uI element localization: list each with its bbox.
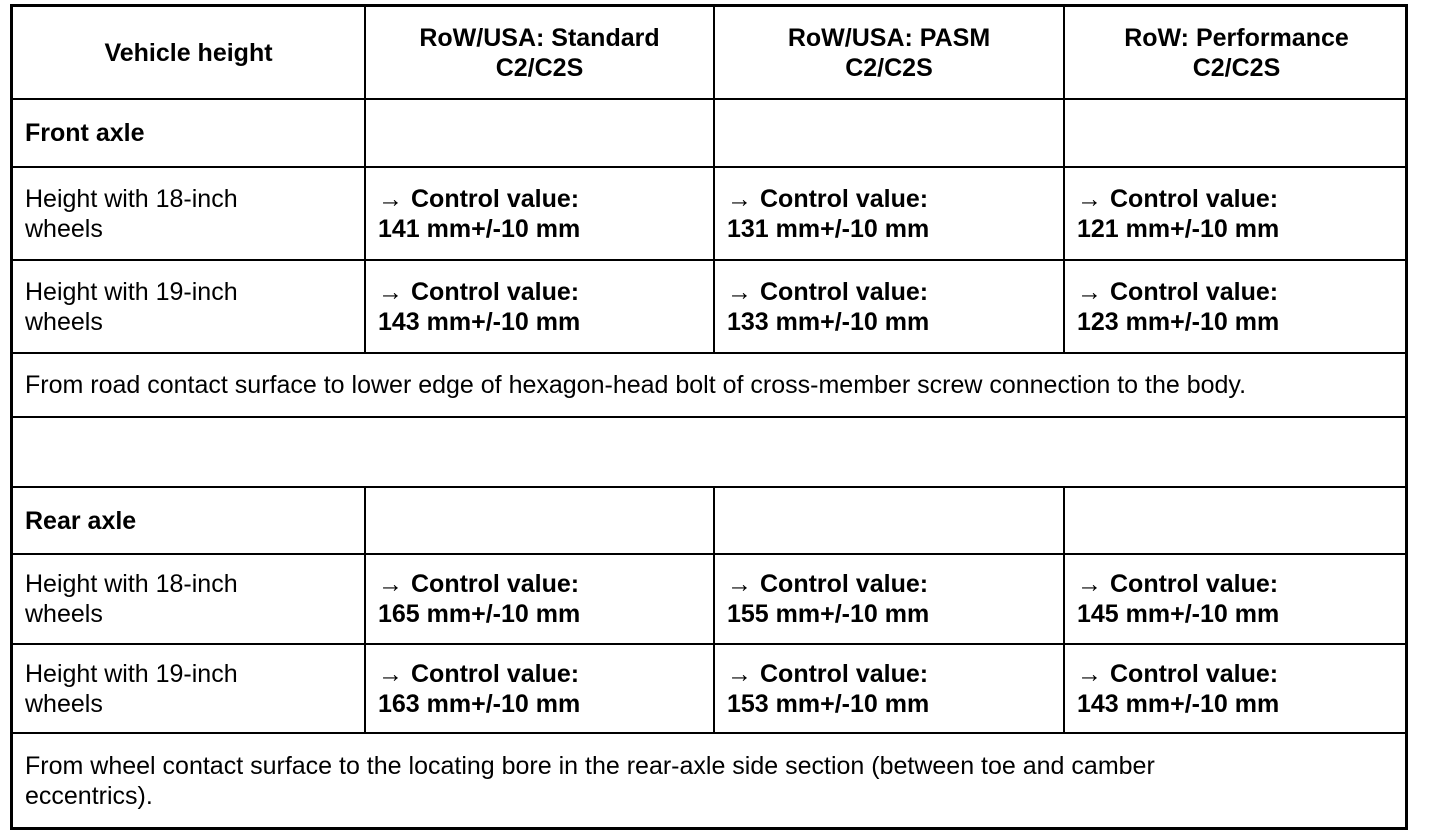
- front-18-performance-value: [1063, 168, 1408, 259]
- vehicle-height-table: [10, 4, 1408, 830]
- front-axle-title: [13, 100, 364, 166]
- rear-axle-title: [13, 488, 364, 553]
- front-note-row: [13, 354, 1405, 418]
- control-value: 145 mm+/-10 mm: [1077, 600, 1280, 628]
- front-19-row: [13, 261, 1405, 354]
- header-pasm-line2: C2/C2S: [845, 53, 933, 82]
- control-value-label: Control value:: [760, 184, 929, 213]
- front-axle-title-row: [13, 100, 1405, 168]
- row-label-line1: Height with 19-inch: [25, 659, 238, 688]
- control-value-label: Control value:: [1110, 659, 1279, 688]
- arrow-right-icon: →: [378, 659, 403, 688]
- arrow-right-icon: →: [378, 184, 403, 213]
- control-value: 123 mm+/-10 mm: [1077, 307, 1280, 336]
- rear-18-label: [13, 555, 364, 643]
- arrow-right-icon: →: [378, 277, 403, 306]
- control-value: 141 mm+/-10 mm: [378, 214, 581, 243]
- header-pasm-line1: RoW/USA: PASM: [787, 23, 991, 52]
- header-vehicle-height-label: Vehicle height: [104, 38, 273, 67]
- empty-cell: [364, 100, 713, 166]
- rear-axle-note-line2: eccentrics).: [25, 781, 153, 810]
- arrow-right-icon: →: [378, 570, 403, 598]
- arrow-right-icon: →: [727, 184, 752, 213]
- empty-cell: [1063, 100, 1408, 166]
- row-label-line2: wheels: [25, 307, 103, 336]
- rear-18-pasm-value: [713, 555, 1063, 643]
- rear-19-row: [13, 645, 1405, 734]
- rear-axle-note-line1: From wheel contact surface to the locating bore in the rear-axle side section (between toe and camber: [25, 751, 1155, 780]
- row-label-line2: wheels: [25, 600, 103, 628]
- front-axle-note: [13, 354, 1405, 416]
- spacer-row: [13, 418, 1405, 488]
- rear-19-pasm-value: [713, 645, 1063, 732]
- header-performance: [1063, 7, 1408, 98]
- control-value: 121 mm+/-10 mm: [1077, 214, 1280, 243]
- control-value: 131 mm+/-10 mm: [727, 214, 930, 243]
- control-value-label: Control value:: [1110, 277, 1279, 306]
- arrow-right-icon: →: [1077, 277, 1102, 306]
- front-18-standard-value: [364, 168, 713, 259]
- arrow-right-icon: →: [727, 570, 752, 598]
- front-18-row: [13, 168, 1405, 261]
- front-19-label: [13, 261, 364, 352]
- front-axle-note-text: From road contact surface to lower edge of hexagon-head bolt of cross-member screw connection to the body.: [25, 371, 1247, 399]
- rear-axle-title-row: [13, 488, 1405, 555]
- control-value: 165 mm+/-10 mm: [378, 600, 581, 628]
- arrow-right-icon: →: [1077, 184, 1102, 213]
- control-value-label: Control value:: [411, 570, 580, 598]
- rear-19-label: [13, 645, 364, 732]
- header-performance-line2: C2/C2S: [1192, 53, 1281, 82]
- header-pasm: [713, 7, 1063, 98]
- rear-18-performance-value: [1063, 555, 1408, 643]
- row-label-line1: Height with 19-inch: [25, 277, 238, 306]
- empty-cell: [713, 100, 1063, 166]
- arrow-right-icon: →: [727, 277, 752, 306]
- control-value: 143 mm+/-10 mm: [378, 307, 581, 336]
- rear-19-performance-value: [1063, 645, 1408, 732]
- control-value: 133 mm+/-10 mm: [727, 307, 930, 336]
- control-value-label: Control value:: [411, 277, 580, 306]
- control-value-label: Control value:: [760, 277, 929, 306]
- arrow-right-icon: →: [1077, 570, 1102, 598]
- rear-axle-note: [13, 734, 1405, 827]
- rear-18-row: [13, 555, 1405, 645]
- control-value: 143 mm+/-10 mm: [1077, 689, 1280, 718]
- empty-cell: [1063, 488, 1408, 553]
- arrow-right-icon: →: [727, 659, 752, 688]
- front-19-standard-value: [364, 261, 713, 352]
- arrow-right-icon: →: [1077, 659, 1102, 688]
- header-standard-line2: C2/C2S: [495, 53, 584, 82]
- front-19-performance-value: [1063, 261, 1408, 352]
- control-value-label: Control value:: [1110, 570, 1279, 598]
- control-value-label: Control value:: [760, 570, 929, 598]
- rear-axle-title-text: Rear axle: [25, 506, 137, 535]
- control-value-label: Control value:: [411, 659, 580, 688]
- header-vehicle-height: [13, 7, 364, 98]
- front-19-pasm-value: [713, 261, 1063, 352]
- control-value: 163 mm+/-10 mm: [378, 689, 581, 718]
- control-value-label: Control value:: [1110, 184, 1279, 213]
- header-performance-line1: RoW: Performance: [1124, 23, 1349, 52]
- row-label-line2: wheels: [25, 214, 103, 243]
- rear-19-standard-value: [364, 645, 713, 732]
- header-standard-line1: RoW/USA: Standard: [419, 23, 660, 52]
- empty-cell: [364, 488, 713, 553]
- row-label-line1: Height with 18-inch: [25, 570, 238, 598]
- header-row: [13, 7, 1405, 100]
- front-18-pasm-value: [713, 168, 1063, 259]
- rear-18-standard-value: [364, 555, 713, 643]
- control-value-label: Control value:: [411, 184, 580, 213]
- rear-note-row: [13, 734, 1405, 827]
- control-value: 153 mm+/-10 mm: [727, 689, 930, 718]
- control-value-label: Control value:: [760, 659, 929, 688]
- control-value: 155 mm+/-10 mm: [727, 600, 930, 628]
- header-standard: [364, 7, 713, 98]
- front-axle-title-text: Front axle: [25, 119, 145, 147]
- row-label-line2: wheels: [25, 689, 103, 718]
- row-label-line1: Height with 18-inch: [25, 184, 238, 213]
- empty-cell: [713, 488, 1063, 553]
- front-18-label: [13, 168, 364, 259]
